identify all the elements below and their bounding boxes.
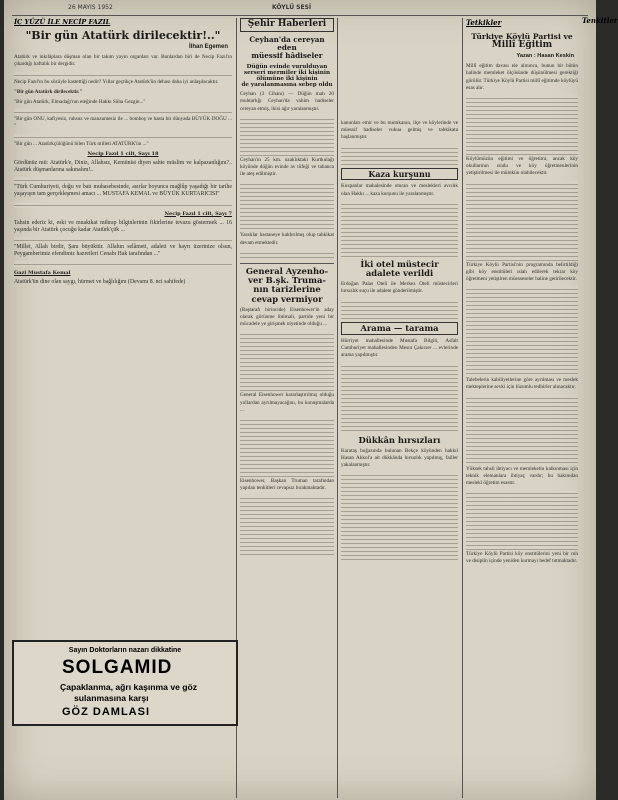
col4-para-4: Talebelerin kabiliyetlerine göre ayrılması ve meslek mekteplerine sevki için lüzumlu tedbirler alınacaktır. (466, 377, 578, 391)
col5-header: Tenkitler (582, 16, 618, 25)
col3-headline-2b: adalete verildi (365, 268, 434, 279)
col2-para-3: Yaralılar hastaneye kaldırılmış olup tahkikat devam etmektedir. (240, 232, 334, 246)
col3-text-lines (341, 299, 458, 319)
column-rule-2 (337, 18, 338, 798)
col2-headline-1a: Ceyhan'da cereyan eden (249, 34, 325, 52)
col1-title: "Bir gün Atatürk dirilecektir!.." (25, 29, 221, 42)
col2-text-lines (240, 250, 334, 260)
col2-text-lines (240, 417, 334, 477)
col2-text-lines (240, 495, 334, 555)
ad-kicker: Sayın Doktorların nazarı dikkatine (68, 647, 182, 654)
col3-headline-2a: İki otel müstecir (360, 258, 439, 269)
col1-text-lines (14, 109, 232, 115)
ad-line-2: sulanmasına karşı (74, 693, 149, 703)
col4-text-lines (466, 286, 578, 376)
solgamid-advertisement (12, 640, 238, 726)
col4-text-lines (466, 490, 578, 550)
col1-quote-5: "Türk Cumhuriyeti, doğu ve batı muhasebesinde, asırlar boyunca mağlûp yaşadığı bir tarihe yaşayışın tam gerçekleşmesi amacı ... MUSTAFA KEMAL ve BÜYÜK KURTARICISI" (14, 184, 232, 198)
col2-headline-1b: müessif hâdiseler (251, 50, 323, 60)
col4-text-lines (466, 395, 578, 465)
col1-para-2: Necip Fazıl'ın bu sözüyle kastettiği nedir? Yıllar geçtikçe Atatürk'ün dehası daha iyi anlaşılacaktır. (14, 78, 219, 85)
col1-quote-2: "Bir gün Atatürk, Elmadağı'nın eteğinde Hakkı Süha Gezgin..." (14, 98, 146, 105)
col3-headline-3: Arama — tarama (360, 322, 439, 333)
col2-para-4: (Baştarafı birincide) Eisenhower'in aday olarak görünme ihtimali, partide yeni bir mücadele ye girişmek niyetinde olduğu ... (240, 306, 334, 328)
col4-text-lines (466, 95, 578, 155)
col2-headline-3a: General Ayzenho- (245, 265, 329, 276)
col3-headline-1: Kaza kurşunu (368, 168, 431, 179)
column-5 (582, 16, 618, 796)
ad-product: GÖZ DAMLASI (62, 706, 150, 718)
page-header (4, 0, 596, 16)
col1-quote-1: "Bir gün Atatürk dirilecektir." (14, 88, 83, 95)
col2-divider (240, 263, 334, 264)
col1-text-lines (14, 72, 232, 78)
col1-text-lines (14, 261, 232, 267)
col1-quote-3: "Bir gün ONU, kafiyesiz, ruhsuz ve manzumesiz ile ... bomboş ve hasta bir dünyada BÜYÜK DOĞU ... " (14, 116, 232, 130)
col4-title-1: Türkiye Köylü Partisi ve (471, 32, 573, 41)
col2-para-2: Ceyhan'ın 25 km. uzaklıktaki Kurtkulağı köyünde düğün evinde av tüfeği ve tabanca ile ateş edilmiştir. (240, 156, 334, 178)
col2-text-lines (240, 116, 334, 156)
col1-quote-4: "Bir gün ... Atatürkçülüğünü bilen Türk milleti ATATÜRK'ün ..." (14, 140, 149, 147)
col3-para-2: Erdoğan Palas Oteli ile Merkez Oteli müstecirleri hırsızlık suçu ile adalete gönderilmiştir. (341, 281, 458, 295)
col2-para-6: Eisenhower, Başkan Truman tarafından yapılan tenkitleri cevapsız bırakmaktadır. (240, 478, 334, 492)
col2-headline-2a: Düğün evinde vurulduyan serseri mermiler iki kişinin ölümüne iki kişinin (243, 63, 331, 82)
column-rule-3 (462, 18, 463, 798)
col2-para-5: General Eisenhower kararlaştırılmış olduğu yollardan ayrılmayacağını, bu konuşmalarda ... (240, 392, 334, 413)
col2-para-1: Ceyhan (3 Cihanı) — Düğün mah 20 muhtarlığı Ceyhan'da vahim hadiseler cereyan etmiş, ikisi ağır yaralanmıştır. (240, 91, 334, 112)
col4-text-lines (466, 181, 578, 261)
header-date: 26 MAYIS 1952 (68, 4, 113, 11)
col3-box-3 (341, 322, 458, 335)
column-2 (240, 16, 334, 796)
col1-para-1: Atatürk ve inkılâplara düşman olan bir takım yayın organları var. Bunlardan biri de Necip Fazıl'ın çıkardığı haftalık bir dergidir. (14, 54, 232, 68)
col1-reference-3: Gazi Mustafa Kemal (14, 270, 71, 277)
col4-kicker: Tetkikler (466, 18, 502, 27)
col2-text-lines (240, 331, 334, 391)
col1-kicker: İÇ YÜZÜ İLE NECİP FAZIL (14, 18, 111, 26)
column-1 (14, 16, 232, 636)
col4-para-3: Türkiye Köylü Partisi'nin programında belirtildiği gibi köy enstitüleri ıslah edilerek tekrar köy öğretmeni yetiştiren müesseseler haline getirilecektir. (466, 261, 578, 283)
col3-para-1: Kozpanlar mahalesinde oturan ve meslekleri avcılık olan Hakkı ... kaza kurşunu ile yaralanmıştır. (341, 183, 458, 197)
col1-quote-6: "Millet, Allah birdir, Şanı büyüktür. Allahın selâmeti, adaleti ve hayrı üzerinize olsun, Peygamberimiz efendimiz hazretleri Cenabı Hak tarafından ..." (14, 243, 232, 258)
col1-text-lines (14, 177, 232, 183)
col4-para-2: Köylümüzün eğitimi ve öğretimi, ancak köy okullarının ıslahı ve köy öğretmenlerinin yetiştirilmesi ile mümkün olabilecektir. (466, 156, 578, 177)
ad-brand: SOLGAMID (62, 657, 173, 678)
col1-para-4: Tahsin ederiz ki, eski ve muaktkat mihrap bilginlerinin fikirlerine tevazu göstermek ... 16 yaşında bir Atatürk çocuğu kadar Atatürk'çük ... (14, 219, 232, 233)
col1-reference-2: Necip Fazıl 1 cilt, Sayı 7 (164, 210, 232, 217)
col2-headline-3c: nın tarizlerine (253, 284, 321, 295)
newspaper-page (4, 0, 618, 800)
col1-reference-1: Necip Fazıl 1 cilt, Sayı 18 (87, 150, 159, 157)
col2-headline-3b: ver B.şk. Truma- (248, 275, 326, 286)
col2-text-lines (240, 181, 334, 231)
col4-author: Yazan : Hasan Keskin (516, 53, 574, 60)
col1-para-3: Gördünüz mü: Atatürk'e, Diniz, Allahsız, Kemünist diyen sahte müslim ve kalpazanlığını?.. Atatürk düşmanlarına sakınalım!.. (14, 159, 232, 173)
col1-text-lines (14, 237, 232, 243)
col2-headline-3d: cevap vermiyor (251, 293, 323, 304)
col4-para-6: Türkiye Köylü Partisi köy enstitülerini yeni bir ruh ve disiplin içinde yeniden kurmayı hedef tutmaktadır. (466, 551, 578, 565)
section-title: Şehir Haberleri (247, 19, 327, 29)
col3-headline-4: Dükkân hırsızları (358, 434, 441, 445)
column-4 (466, 16, 578, 796)
ad-line-1: Çapaklanma, ağrı kaşınma ve göz (60, 682, 198, 692)
col1-para-5: Atatürk'ün dine olan saygı, hürmet ve bağlılığını (Devamı 8. nci sahifede) (14, 279, 186, 286)
col3-para-4: Karataş boğazında bulunan Bekçe köyünden hakkıl Hasan Akkol'a ait dükkânda hırsızlık yapılmış, failler yakalanmıştır. (341, 447, 458, 469)
section-header-box (240, 18, 334, 32)
col3-lead: kanunları emir ve bu mıntıkanın, ilçe ve köylerinde ve müessif hadiseler vukua gelmiş ve tahkikata başlanmıştır. (341, 120, 458, 141)
col3-text-lines (341, 472, 458, 562)
col1-text-lines (14, 202, 232, 208)
col3-text-lines (341, 201, 458, 257)
col3-para-3: Hürriyet mahallesinde Mustafa Bilgili, Asfalt Cumhuriyet mahallesinden Mesut Çakıcıer ... evlerinde arama yapılmıştır. (341, 337, 458, 359)
col4-title-2: Millî Eğitim (491, 40, 553, 51)
col3-box-1 (341, 168, 458, 181)
col2-headline-2b: de yaralanmasına sebep oldu (241, 82, 333, 89)
column-3 (341, 16, 458, 796)
header-paper-name: KÖYLÜ SESİ (272, 4, 312, 11)
col3-text-lines (341, 145, 458, 165)
col4-para-5: Yüksek tahsil ihtiyacı ve memleketin kalkınması için teknik elemanlara ihtiyaç vardır; bu bakımdan meslekî öğretim esastır. (466, 465, 578, 487)
col1-author: İlhan Egemen (188, 44, 228, 51)
col1-text-lines (14, 134, 232, 140)
col3-text-lines (341, 363, 458, 433)
col4-para-1: Millî eğitim davası ele alınınca, bunun bir bütün halinde memleket ölçüsünde düşünülmesi gerektiği görülür. Türkiye Köylü Partisi millî eğitimde köylüyü esas alır. (466, 63, 578, 91)
